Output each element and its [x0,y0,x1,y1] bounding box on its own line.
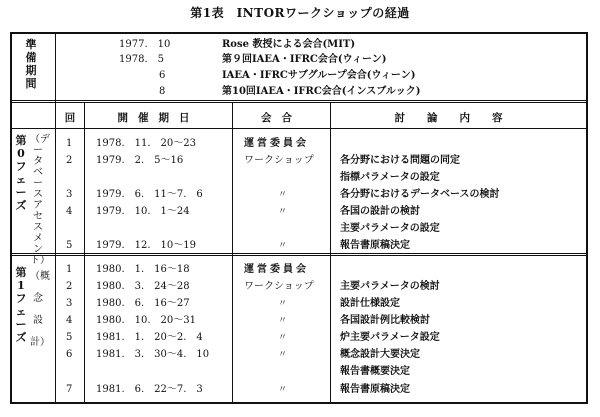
meeting-column-rule [330,103,331,404]
prep-month-3: 6 [159,70,166,81]
prep-label: 準備期間 [25,38,37,90]
p1-date-5: 1981. 1. 20〜2. 4 [96,332,203,343]
p1-no-1: 1 [66,264,73,275]
p1-date-7: 1981. 6. 22〜7. 3 [96,384,203,395]
header-meeting: 会合 [261,112,302,124]
phase0-label: 第0フェーズ [15,134,27,212]
p1-meeting-1: 運営委員会 [244,264,309,275]
p1-content-2: 主要パラメータの検討 [340,281,440,292]
p0-meeting-5: 〃 [278,241,288,251]
p0-content-4b: 主要パラメータの設定 [340,223,440,234]
p1-meeting-5: 〃 [278,333,288,343]
p1-content-3: 設計仕様設定 [340,298,400,309]
prep-meeting-4: 第10回IAEA・IFRC会合(インスブルック) [222,86,421,97]
p1-no-6: 6 [66,349,73,360]
p1-content-6b: 報告書概要決定 [340,366,410,377]
p1-no-5: 5 [66,332,73,343]
p1-no-4: 4 [66,315,73,326]
phase0-sublabel: （データベースアセスメント） [30,134,50,266]
prep-separator [12,100,586,103]
table-title: 第1表 INTORワークショップの経過 [190,6,410,20]
p1-date-1: 1980. 1. 16〜18 [96,264,190,275]
p0-no-5: 5 [66,240,73,251]
p0-no-4: 4 [66,206,73,217]
p0-content-4: 各国の設計の検討 [340,206,420,217]
p0-date-3: 1979. 6. 11〜7. 6 [96,189,203,200]
p1-no-7: 7 [66,384,73,395]
p1-date-2: 1980. 3. 24〜28 [96,281,190,292]
p1-meeting-4: 〃 [278,316,288,326]
prep-meeting-1: Rose 教授による会合(MIT) [222,39,356,50]
p0-no-1: 1 [66,138,73,149]
p0-meeting-3: 〃 [278,190,288,200]
p0-meeting-2: ワークショップ [244,155,314,166]
prep-date-1: 1977. 10 [119,39,171,50]
label-column-rule [55,34,56,404]
p1-content-4: 各国設計例比較検討 [340,315,430,326]
p0-content-2: 各分野における問題の同定 [340,155,460,166]
header-content: 討論内容 [394,112,525,124]
p0-content-3: 各分野におけるデータベースの検討 [340,189,500,200]
prep-month-4: 8 [159,86,166,97]
phase-separator [12,253,586,256]
prep-meeting-3: IAEA・IFRCサブグループ会合(ウィーン) [222,70,416,81]
p0-meeting-4: 〃 [278,207,288,217]
prep-date-2: 1978. 5 [119,54,164,65]
p0-date-4: 1979. 10. 1〜24 [96,206,190,217]
period-column-rule [232,103,233,404]
header-separator [12,128,586,129]
p0-meeting-1: 運営委員会 [244,138,309,149]
p1-meeting-2: ワークショップ [244,281,314,292]
phase1-label: 第1フェーズ [15,266,27,344]
phase1-sublabel: （概念設計） [30,271,50,348]
p1-no-2: 2 [66,281,73,292]
header-no: 回 [64,112,76,124]
p0-no-3: 3 [66,189,73,200]
p1-content-7: 報告書原稿決定 [340,384,410,395]
intor-table [10,32,588,404]
p1-meeting-6: 〃 [278,350,288,360]
p1-date-6: 1981. 3. 30〜4. 10 [96,349,210,360]
p1-meeting-7: 〃 [278,385,288,395]
p0-content-2b: 指標パラメータの設定 [340,172,440,183]
p1-meeting-3: 〃 [278,299,288,309]
p1-content-5: 炉主要パラメータ設定 [340,332,440,343]
no-column-rule [84,103,85,404]
prep-meeting-2: 第９回IAEA・IFRC会合(ウィーン) [222,54,387,65]
p1-no-3: 3 [66,298,73,309]
p1-date-3: 1980. 6. 16〜27 [96,298,190,309]
p0-no-2: 2 [66,155,73,166]
p1-date-4: 1980. 10. 20〜31 [96,315,196,326]
p1-content-6: 概念設計大要決定 [340,349,420,360]
p0-date-5: 1979. 12. 10〜19 [96,240,196,251]
p0-date-2: 1979. 2. 5〜16 [96,155,184,166]
header-period: 開催期日 [117,112,200,124]
p0-date-1: 1978. 11. 20〜23 [96,138,196,149]
p0-content-5: 報告書原稿決定 [340,240,410,251]
